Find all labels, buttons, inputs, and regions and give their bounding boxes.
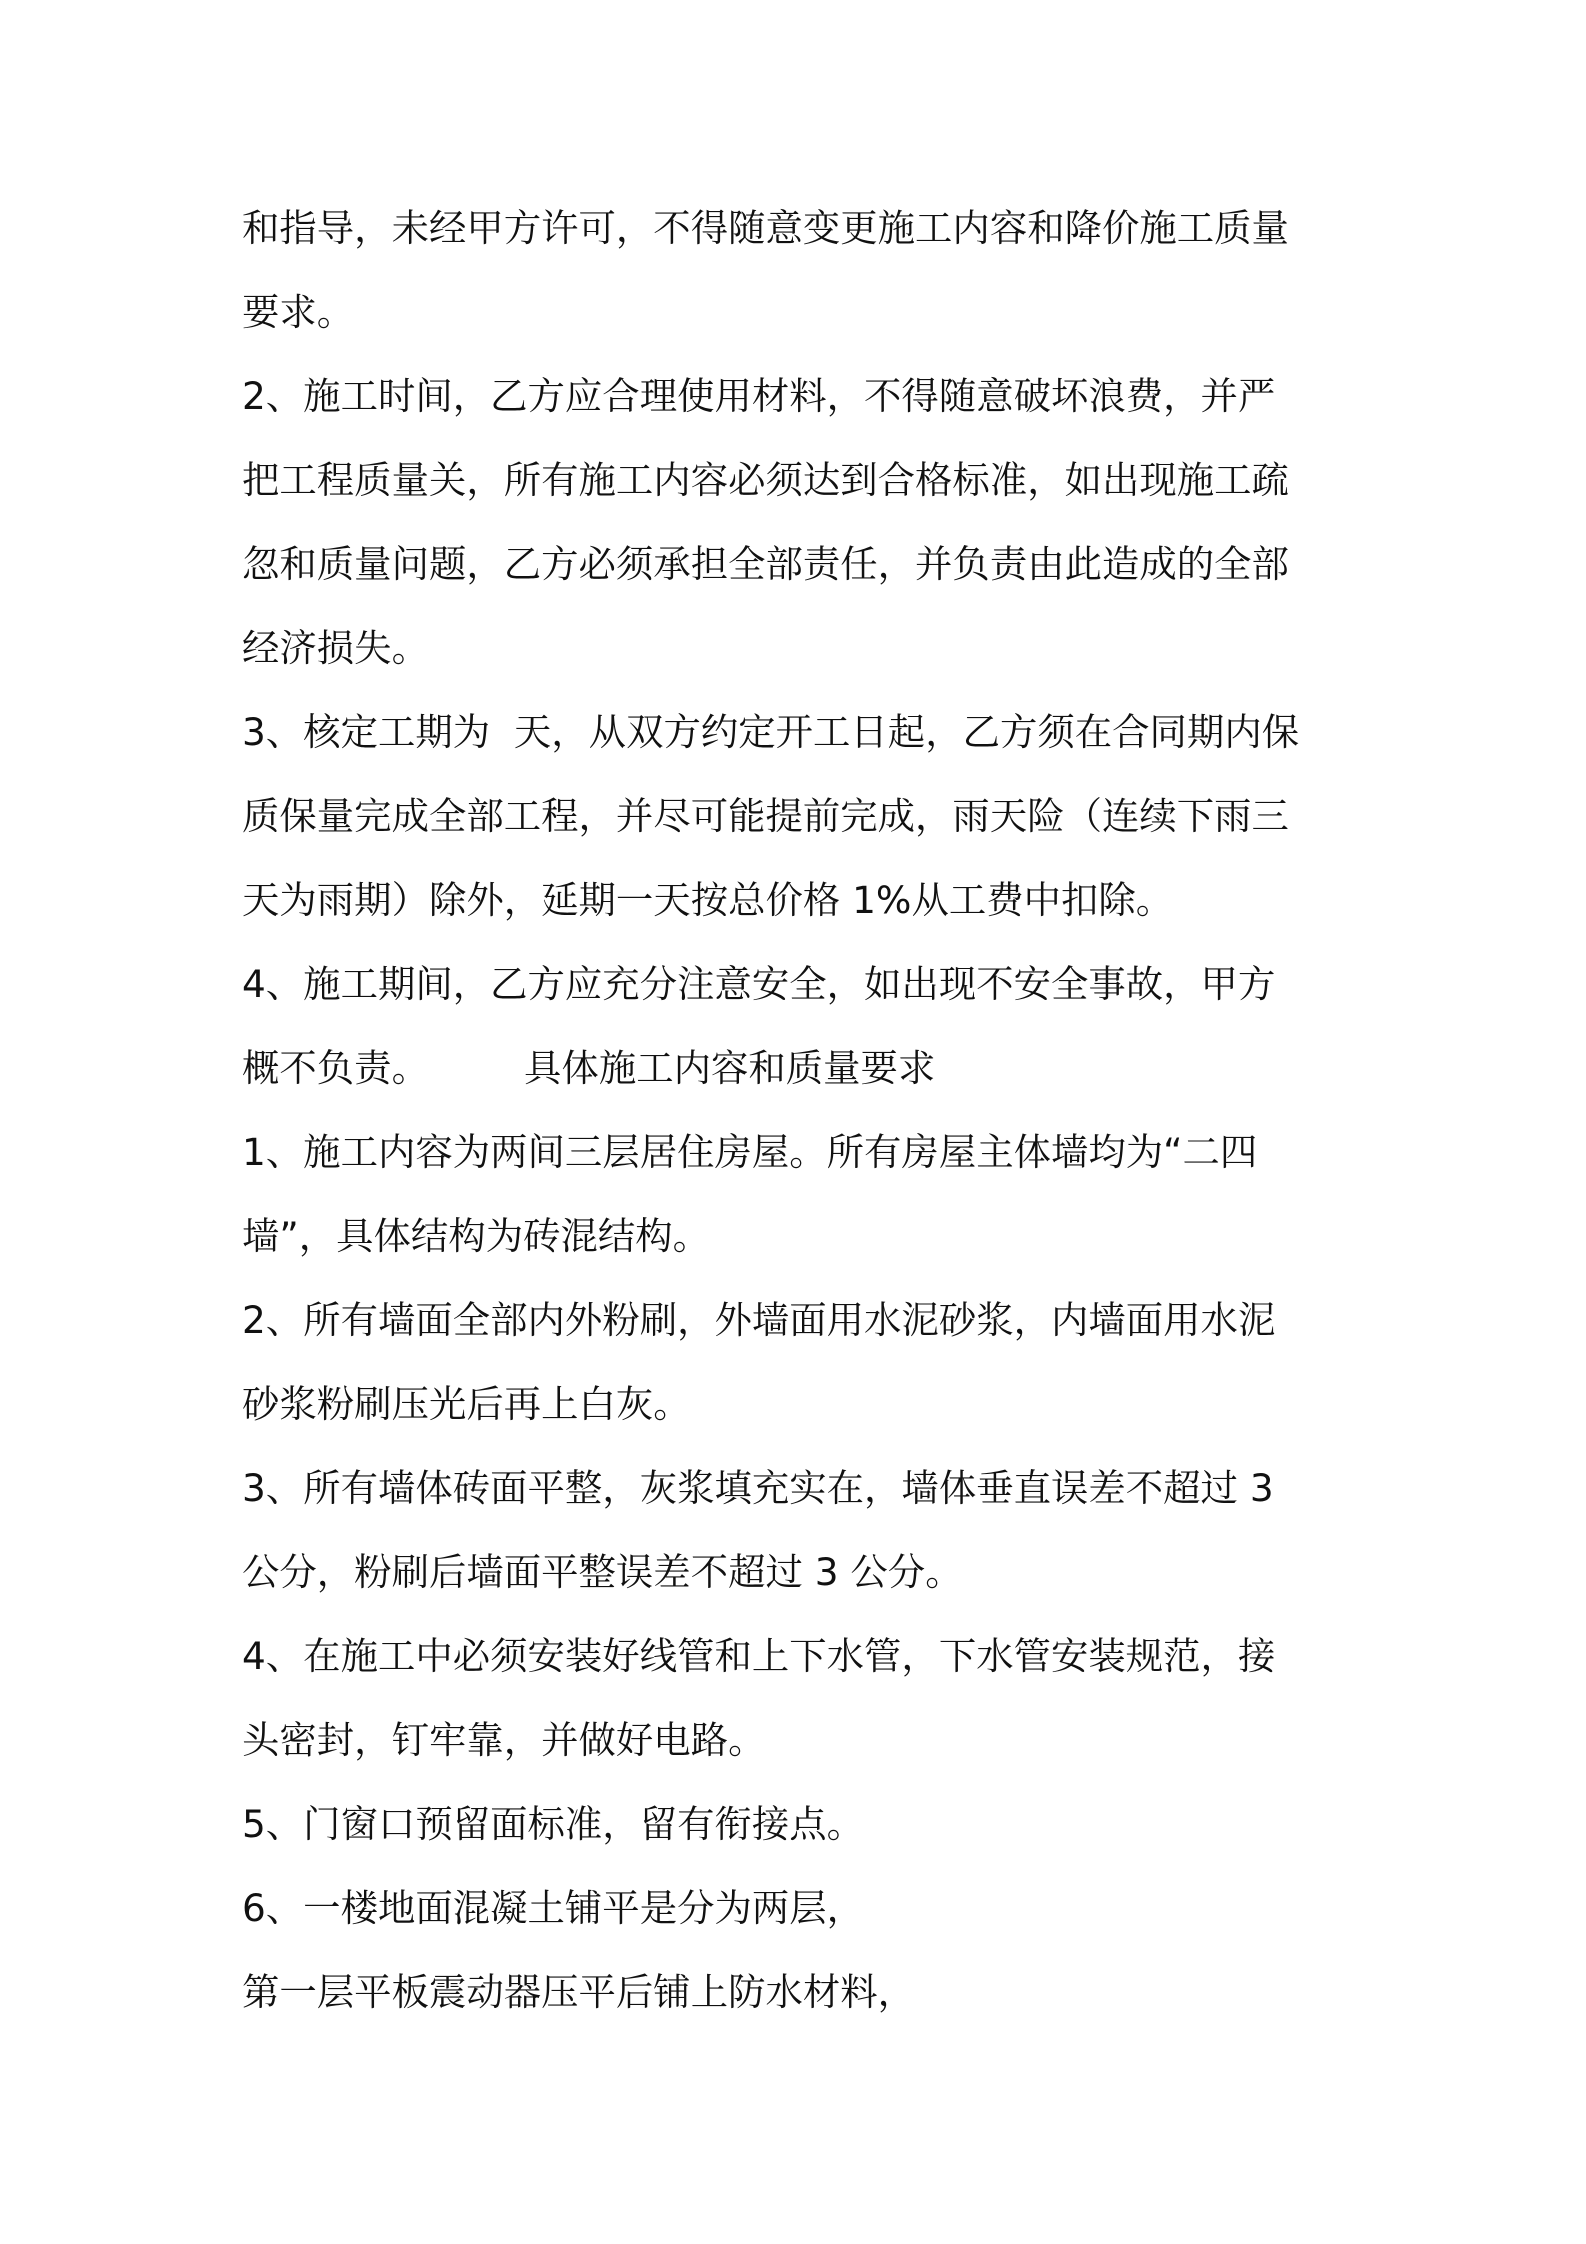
text-line: 要求。 <box>242 290 355 334</box>
text-line: 第一层平板震动器压平后铺上防水材料， <box>242 1970 916 2014</box>
text-line: 经济损失。 <box>242 626 429 670</box>
text-line: 砂浆粉刷压光后再上白灰。 <box>242 1382 691 1426</box>
text-line: 墙”，具体结构为砖混结构。 <box>242 1214 711 1258</box>
text-line: 天为雨期）除外，延期一天按总价格 1%从工费中扣除。 <box>242 878 1174 922</box>
text-line: 质保量完成全部工程，并尽可能提前完成，雨天险（连续下雨三 <box>242 794 1289 838</box>
text-line: 4、施工期间，乙方应充分注意安全，如出现不安全事故，甲方 <box>242 962 1276 1006</box>
text-line: 把工程质量关，所有施工内容必须达到合格标准，如出现施工疏 <box>242 458 1289 502</box>
text-line: 2、施工时间，乙方应合理使用材料，不得随意破坏浪费，并严 <box>242 374 1276 418</box>
text-line: 和指导，未经甲方许可，不得随意变更施工内容和降价施工质量 <box>242 206 1289 250</box>
text-line: 3、所有墙体砖面平整，灰浆填充实在，墙体垂直误差不超过 3 <box>242 1466 1274 1510</box>
text-line: 3、核定工期为 天，从双方约定开工日起，乙方须在合同期内保 <box>242 710 1300 754</box>
text-line: 公分，粉刷后墙面平整误差不超过 3 公分。 <box>242 1550 963 1594</box>
text-line: 4、在施工中必须安装好线管和上下水管，下水管安装规范，接 <box>242 1634 1276 1678</box>
text-line: 2、所有墙面全部内外粉刷，外墙面用水泥砂浆，内墙面用水泥 <box>242 1298 1276 1342</box>
text-line: 6、一楼地面混凝土铺平是分为两层， <box>242 1886 865 1930</box>
text-line: 忽和质量问题，乙方必须承担全部责任，并负责由此造成的全部 <box>242 542 1289 586</box>
text-line: 头密封，钉牢靠，并做好电路。 <box>242 1718 766 1762</box>
text-line: 5、门窗口预留面标准，留有衔接点。 <box>242 1802 865 1846</box>
text-line: 1、施工内容为两间三层居住房屋。所有房屋主体墙均为“二四 <box>242 1130 1258 1174</box>
section-heading-line: 概不负责。 具体施工内容和质量要求 <box>242 1046 936 1090</box>
